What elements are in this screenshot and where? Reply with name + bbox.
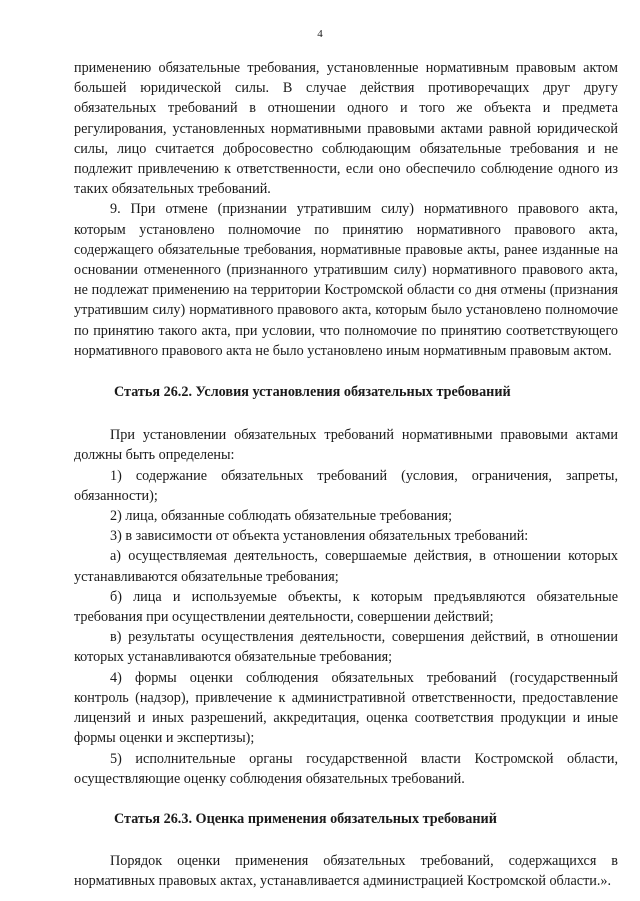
list-item: 1) содержание обязательных требований (условия, ограничения, запреты, обязанности); [74,467,618,504]
list-item: 4) формы оценки соблюдения обязательных требований (государственный контроль (надзор), привлечение к административной ответственности, предоставление лицензий и иных разрешений, аккредитация, оценка соответствия продукции и иные формы оценки и экспертизы); [74,669,618,747]
list-item: 5) исполнительные органы государственной власти Костромской области, осуществляющие оценку соблюдения обязательных требований. [74,750,618,787]
intro-paragraph: применению обязательные требования, установленные нормативным правовым актом большей юридической силы. В случае действия противоречащих друг другу обязательных требований в отношении одного и того же объекта и предмета регулирования, установленных нормативными правовыми актами равной юридической силы, лицо считается добросовестно соблюдающим обязательные требования и не подлежит привлечению к ответственности, если оно обеспечило соблюдение одного из таких обязательных требований. [74,60,618,198]
list-item: 3) в зависимости от объекта установления обязательных требований: [110,528,529,545]
list-item: б) лица и используемые объекты, к которым предъявляются обязательные требования при осуществлении деятельности, совершении действий; [74,588,618,626]
page-number: 4 [317,28,323,40]
article-26-2-title: Статья 26.2. Условия установления обязательных требований [114,384,511,401]
article-26-3-text: Порядок оценки применения обязательных требований, содержащихся в нормативных правовых актах, устанавливается администрацией Костромской области.». [74,853,618,890]
document-body [74,58,618,892]
paragraph-9: 9. При отмене (признании утратившим силу) нормативного правового акта, которым установлено полномочие по принятию нормативного правового акта, содержащего обязательные требования, нормативные правовые акты, ранее изданные на основании отмененного (признанного утратившим силу) нормативного правового акта, не подлежат применению на территории Костромской области со дня отмены (признания утратившим силу) нормативного правового акта, которым было установлено полномочие по принятию такого акта, при условии, что полномочие по принятию соответствующего нормативного правового акта не было установлено иным нормативным правовым актом. [74,201,618,359]
list-item: 2) лица, обязанные соблюдать обязательные требования; [110,508,453,525]
list-item: а) осуществляемая деятельность, совершаемые действия, в отношении которых устанавливаются обязательные требования; [74,548,618,585]
article-26-3-title: Статья 26.3. Оценка применения обязательных требований [114,810,497,827]
article-26-2-lead: При установлении обязательных требований нормативными правовыми актами должны быть определены: [74,427,618,464]
list-item: в) результаты осуществления деятельности, совершения действий, в отношении которых устанавливаются обязательные требования; [74,629,618,666]
